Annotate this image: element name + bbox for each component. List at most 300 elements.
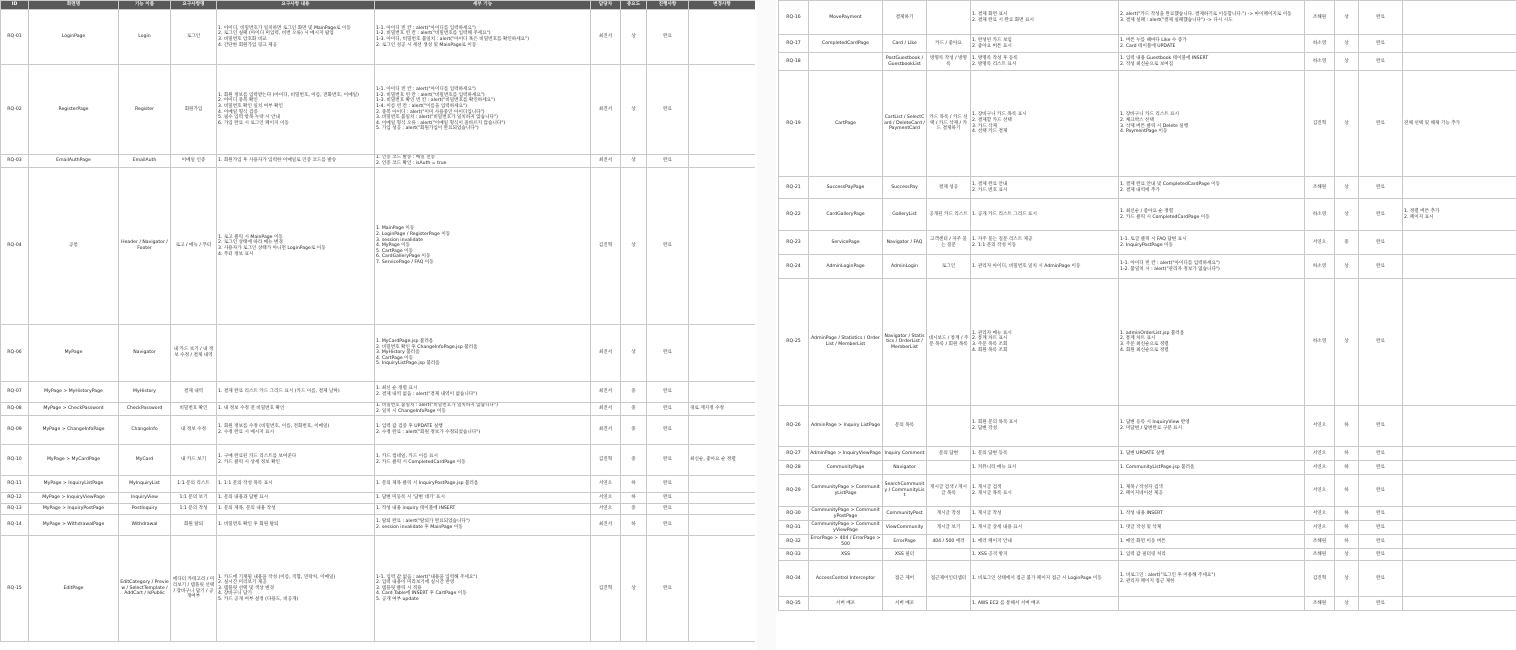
cell-change[interactable]: [689, 515, 756, 536]
cell-owner[interactable]: 조해원: [1305, 177, 1335, 199]
cell-screen[interactable]: CommunityPage: [809, 461, 883, 475]
cell-req-name[interactable]: 회원 탈퇴: [171, 515, 217, 536]
cell-priority[interactable]: 상: [1335, 561, 1359, 597]
cell-status[interactable]: 완료: [647, 325, 689, 382]
cell-status[interactable]: 완료: [1359, 1, 1403, 35]
cell-req-content[interactable]: 1. 문의 제목, 문의 내용 작성: [217, 504, 375, 515]
cell-screen[interactable]: MyPage > ChangeInfoPage: [29, 416, 119, 445]
cell-change[interactable]: [1403, 53, 1516, 71]
cell-req-name[interactable]: 이메일 인증: [171, 155, 217, 168]
cell-detail[interactable]: 1. 카드 썸네일, 카드 이름 표시 2. 카드 클릭 시 CompletedCardPage 이동: [375, 445, 591, 476]
cell-screen[interactable]: ErrorPage > 404 / ErrorPage > 500: [809, 535, 883, 549]
cell-function[interactable]: 결제하기: [883, 1, 927, 35]
cell-screen[interactable]: MyPage > WithdrawalPage: [29, 515, 119, 536]
cell-change[interactable]: [689, 416, 756, 445]
cell-screen[interactable]: [809, 53, 883, 71]
cell-owner[interactable]: 조해원: [1305, 1, 1335, 35]
cell-req-content[interactable]: 1. XSS 공격 방지: [971, 549, 1119, 561]
cell-priority[interactable]: 중: [1335, 231, 1359, 255]
cell-screen[interactable]: CartPage: [809, 71, 883, 177]
cell-req-name[interactable]: 404 / 500 에러: [927, 535, 971, 549]
cell-priority[interactable]: 하: [1335, 507, 1359, 521]
cell-owner[interactable]: 최진서: [591, 416, 621, 445]
cell-owner[interactable]: 조해원: [1305, 535, 1335, 549]
cell-screen[interactable]: CommunityPage > CommunityPostPage: [809, 507, 883, 521]
cell-change[interactable]: 전체 선택 및 해제 기능 추가: [1403, 71, 1516, 177]
cell-req-name[interactable]: 로그인: [927, 255, 971, 279]
cell-detail[interactable]: 1-1. 입력 값 없음 : alert("내용을 입력해 주세요") 2. 입력 내용이 미리보기에 실시간 반영 3. 템플릿 클릭 시 적용 4. Card Table에 INSERT 후 CartPage 이동 5. 공개 여부 update: [375, 536, 591, 642]
cell-change[interactable]: [689, 10, 756, 65]
cell-status[interactable]: 완료: [647, 504, 689, 515]
cell-change[interactable]: [1403, 521, 1516, 535]
cell-priority[interactable]: 상: [1335, 35, 1359, 53]
cell-detail[interactable]: 1. 결제 완료 안내 및 CompletedCardPage 이동 2. 결제 내역에 추가: [1119, 177, 1305, 199]
cell-function[interactable]: Card / Like: [883, 35, 927, 53]
cell-screen[interactable]: MyPage > MyCardPage: [29, 445, 119, 476]
cell-id[interactable]: RQ-06: [1, 325, 29, 382]
cell-function[interactable]: InquiryView: [119, 493, 171, 504]
cell-change[interactable]: [1403, 475, 1516, 507]
cell-id[interactable]: RQ-34: [779, 561, 809, 597]
cell-priority[interactable]: 중: [621, 504, 647, 515]
cell-req-name[interactable]: 고객센터 / 자주 묻는 질문: [927, 231, 971, 255]
cell-req-name[interactable]: 에디터 카테고리 / 미리보기 / 템플릿 선택 / 장바구니 담기 / 공개여부: [171, 536, 217, 642]
cell-priority[interactable]: 상: [621, 155, 647, 168]
cell-function[interactable]: Navigator / Statistics / OrderList / MemberList: [883, 279, 927, 406]
cell-detail[interactable]: 1. 문의 제목 클릭 시 InquiryPostPage.jsp 불러옴: [375, 476, 591, 493]
cell-owner[interactable]: 서연오: [591, 476, 621, 493]
cell-function[interactable]: ChangeInfo: [119, 416, 171, 445]
cell-priority[interactable]: 하: [621, 493, 647, 504]
cell-req-name[interactable]: [927, 406, 971, 447]
cell-status[interactable]: 완료: [1359, 406, 1403, 447]
cell-detail[interactable]: 1-1. 아이디 빈 칸 : alert("아이디를 입력하세요") 1-2. 불일치 시 : alert("관리자 정보가 없습니다"): [1119, 255, 1305, 279]
cell-req-name[interactable]: 회원가입: [171, 65, 217, 155]
cell-change[interactable]: [1403, 535, 1516, 549]
cell-id[interactable]: RQ-33: [779, 549, 809, 561]
col-header-req-content[interactable]: 요구사항 내용: [217, 1, 375, 10]
cell-priority[interactable]: 하: [1335, 447, 1359, 461]
cell-function[interactable]: MyCard: [119, 445, 171, 476]
cell-detail[interactable]: 1. 답변 UPDATE 실행: [1119, 447, 1305, 461]
cell-priority[interactable]: 상: [1335, 255, 1359, 279]
cell-priority[interactable]: 상: [621, 325, 647, 382]
cell-priority[interactable]: 중: [621, 403, 647, 416]
cell-status[interactable]: 완료: [1359, 507, 1403, 521]
cell-screen[interactable]: MyPage > CheckPassword: [29, 403, 119, 416]
cell-status[interactable]: 완료: [1359, 231, 1403, 255]
cell-priority[interactable]: 중: [621, 445, 647, 476]
cell-function[interactable]: 문의 목록: [883, 406, 927, 447]
cell-function[interactable]: Navigator: [119, 325, 171, 382]
cell-req-name[interactable]: 로그인: [171, 10, 217, 65]
cell-change[interactable]: [689, 536, 756, 642]
cell-priority[interactable]: 상: [1335, 597, 1359, 611]
cell-owner[interactable]: 서연오: [1305, 475, 1335, 507]
cell-function[interactable]: 접근 제어: [883, 561, 927, 597]
cell-detail[interactable]: [1119, 597, 1305, 611]
cell-req-content[interactable]: 1. 완성된 카드 보임 2. 좋아요 버튼 표시: [971, 35, 1119, 53]
cell-id[interactable]: RQ-12: [1, 493, 29, 504]
cell-change[interactable]: [1403, 279, 1516, 406]
cell-id[interactable]: RQ-01: [1, 10, 29, 65]
cell-req-content[interactable]: 1. 결제 완료 안내 2. 카드 번호 표시: [971, 177, 1119, 199]
cell-change[interactable]: [1403, 406, 1516, 447]
cell-req-content[interactable]: 1. 구매 완료된 카드 리스트를 보여준다 2. 카드 클릭 시 상세 정보 확인: [217, 445, 375, 476]
cell-screen[interactable]: 공통: [29, 168, 119, 325]
cell-id[interactable]: RQ-02: [1, 65, 29, 155]
cell-screen[interactable]: 서버 배포: [809, 597, 883, 611]
cell-priority[interactable]: 하: [1335, 475, 1359, 507]
cell-detail[interactable]: 1. 답변 등록 시 InquiryView 반영 2. 미답변 / 답변완료 구분 표시: [1119, 406, 1305, 447]
cell-change[interactable]: 최신순, 좋아요 순 정렬: [689, 445, 756, 476]
cell-screen[interactable]: XSS: [809, 549, 883, 561]
cell-detail[interactable]: 1. 비로그인 : alert("로그인 후 이용해 주세요") 2. 관리자 페이지 접근 제한: [1119, 561, 1305, 597]
cell-req-content[interactable]: 1. 방명록 작성 후 등록 2. 방명록 리스트 표시: [971, 53, 1119, 71]
cell-status[interactable]: 완료: [1359, 279, 1403, 406]
cell-req-content[interactable]: 1. 아이디, 비밀번호가 일치하면 로그인 화면 및 MainPage로 이동 2. 로그인 실패 (아이디 미입력, 비번 오류) 시 메시지 팝업 3. 비밀번호 암호화 비교 4. 간단한 회원가입 링크 제공: [217, 10, 375, 65]
cell-id[interactable]: RQ-27: [779, 447, 809, 461]
cell-function[interactable]: Inquiry Comment: [883, 447, 927, 461]
cell-function[interactable]: MyInquiryList: [119, 476, 171, 493]
cell-status[interactable]: 완료: [647, 493, 689, 504]
cell-screen[interactable]: MyPage > MyHistoryPage: [29, 382, 119, 403]
cell-id[interactable]: RQ-26: [779, 406, 809, 447]
cell-detail[interactable]: 1. 댓글 작성 및 삭제: [1119, 521, 1305, 535]
cell-detail[interactable]: 1. 장바구니 카드 리스트 표시 2. 체크박스 선택 3. 삭제 버튼 클릭 시 Delete 실행 4. PaymentPage 이동: [1119, 71, 1305, 177]
cell-req-content[interactable]: 1. 관리자 아이디, 비밀번호 일치 시 AdminPage 이동: [971, 255, 1119, 279]
cell-priority[interactable]: 상: [621, 10, 647, 65]
cell-req-content[interactable]: 1. 카드에 기재될 내용을 작성 (이름, 직함, 연락처, 이메일) 2. 실시간 미리보기 제공 3. 템플릿 선택 및 색상 변경 4. 장바구니 담기 5. 카드 공개 여부 설정 (다용도, 비공개): [217, 536, 375, 642]
cell-screen[interactable]: CommunityPage > CommunityListPage: [809, 475, 883, 507]
cell-req-content[interactable]: 1. 에러 페이지 안내: [971, 535, 1119, 549]
cell-owner[interactable]: 조해원: [1305, 597, 1335, 611]
col-header-priority[interactable]: 중요도: [621, 1, 647, 10]
cell-req-content[interactable]: 1. 비밀번호 확인 후 회원 탈퇴: [217, 515, 375, 536]
cell-id[interactable]: RQ-19: [779, 71, 809, 177]
cell-change[interactable]: [1403, 561, 1516, 597]
cell-req-content[interactable]: 1. 공개 카드 리스트 그리드 표시: [971, 199, 1119, 231]
cell-detail[interactable]: 1. 작성 내용 INSERT: [1119, 507, 1305, 521]
cell-priority[interactable]: 하: [621, 476, 647, 493]
cell-change[interactable]: [1403, 255, 1516, 279]
cell-req-content[interactable]: 1. 회원 정보를 입력받는다 (아이디, 비밀번호, 이름, 전화번호, 이메일) 2. 아이디 중복 확인 3. 비밀번호 확인 일치 여부 확인 4. 이메일 형식 검증 5. 필수 입력 항목 누락 시 안내 6. 가입 완료 시 로그인 페이지 이동: [217, 65, 375, 155]
cell-owner[interactable]: 서연오: [1305, 507, 1335, 521]
cell-change[interactable]: [1403, 549, 1516, 561]
cell-screen[interactable]: AdminPage / Statistics / OrderList / MemberList: [809, 279, 883, 406]
cell-req-name[interactable]: 게시글 검색 / 게시글 목록: [927, 475, 971, 507]
cell-change[interactable]: [1403, 1, 1516, 35]
cell-screen[interactable]: ServicePage: [809, 231, 883, 255]
cell-req-name[interactable]: 로고 / 메뉴 / 푸터: [171, 168, 217, 325]
cell-req-content[interactable]: 1. 비로그인 상태에서 접근 불가 페이지 접근 시 LoginPage 이동: [971, 561, 1119, 597]
cell-owner[interactable]: 서연오: [1305, 406, 1335, 447]
cell-priority[interactable]: 상: [621, 65, 647, 155]
cell-req-content[interactable]: 1. 문의 답변 등록: [971, 447, 1119, 461]
cell-req-content[interactable]: 1. 관리자 메뉴 표시 2. 통계 차트 표시 3. 주문 목록 조회 4. 회원 목록 조회: [971, 279, 1119, 406]
cell-screen[interactable]: MyPage > InquiryListPage: [29, 476, 119, 493]
cell-function[interactable]: PostGuestbook / GuestbookList: [883, 53, 927, 71]
cell-detail[interactable]: 1. MyCardPage.jsp 불러옴 2. 비밀번호 확인 후 ChangeInfoPage.jsp 불러옴 3. MyHistory 불러옴 4. CartPage 이동 5. InquiryListPage.jsp 불러옴: [375, 325, 591, 382]
cell-detail[interactable]: 1. 작성 내용 inquiry 테이블에 INSERT: [375, 504, 591, 515]
cell-req-content[interactable]: 1. 1:1 문의 작성 목록 표시: [217, 476, 375, 493]
cell-priority[interactable]: 상: [1335, 177, 1359, 199]
cell-req-content[interactable]: 1. 회원가입 후 사용자가 입력한 이메일로 인증 코드를 발송: [217, 155, 375, 168]
cell-status[interactable]: 완료: [1359, 549, 1403, 561]
cell-change[interactable]: [1403, 177, 1516, 199]
cell-id[interactable]: RQ-07: [1, 382, 29, 403]
cell-id[interactable]: RQ-09: [1, 416, 29, 445]
cell-req-content[interactable]: 1. 게시글 검색 2. 게시글 목록 표시: [971, 475, 1119, 507]
cell-priority[interactable]: 상: [1335, 1, 1359, 35]
cell-detail[interactable]: 1. 최신순 / 좋아요 순 정렬 2. 카드 클릭 시 CompletedCardPage 이동: [1119, 199, 1305, 231]
cell-status[interactable]: 완료: [1359, 71, 1403, 177]
cell-owner[interactable]: 김진혁: [1305, 71, 1335, 177]
cell-status[interactable]: 완료: [1359, 535, 1403, 549]
cell-status[interactable]: 완료: [1359, 35, 1403, 53]
cell-owner[interactable]: 하소영: [1305, 53, 1335, 71]
cell-id[interactable]: RQ-29: [779, 475, 809, 507]
cell-req-name[interactable]: 게시글 보기: [927, 521, 971, 535]
cell-detail[interactable]: 1. 제목 / 작성자 검색 2. 페이지네이션 제공: [1119, 475, 1305, 507]
cell-detail[interactable]: 1. MainPage 이동 2. LoginPage / RegisterPage 이동 3. session invalidate 4. MyPage 이동 5. CartPage 이동 6. CardGalleryPage 이동 7. ServicePage / FAQ 이동: [375, 168, 591, 325]
cell-function[interactable]: ErrorPage: [883, 535, 927, 549]
cell-owner[interactable]: 서연오: [1305, 461, 1335, 475]
col-header-change[interactable]: 변경사항: [689, 1, 756, 10]
cell-id[interactable]: RQ-18: [779, 53, 809, 71]
cell-priority[interactable]: 상: [1335, 279, 1359, 406]
cell-req-content[interactable]: 1. 회원 정보를 수정 (비밀번호, 이름, 전화번호, 이메일) 2. 수정 완료 시 메시지 표시: [217, 416, 375, 445]
cell-function[interactable]: PostInquiry: [119, 504, 171, 515]
cell-function[interactable]: ViewCommunity: [883, 521, 927, 535]
cell-function[interactable]: SearchCommunity / CommunityList: [883, 475, 927, 507]
cell-id[interactable]: RQ-10: [1, 445, 29, 476]
cell-priority[interactable]: 상: [621, 168, 647, 325]
cell-id[interactable]: RQ-04: [1, 168, 29, 325]
cell-status[interactable]: 완료: [1359, 53, 1403, 71]
cell-priority[interactable]: 상: [621, 536, 647, 642]
col-header-screen[interactable]: 화면명: [29, 1, 119, 10]
cell-status[interactable]: 완료: [1359, 475, 1403, 507]
cell-req-content[interactable]: 1. 결제 화면 표시 2. 결제 완료 시 완료 화면 표시: [971, 1, 1119, 35]
cell-function[interactable]: CommunityPost: [883, 507, 927, 521]
cell-status[interactable]: 완료: [647, 416, 689, 445]
cell-priority[interactable]: 상: [1335, 71, 1359, 177]
cell-change[interactable]: [1403, 507, 1516, 521]
cell-id[interactable]: RQ-13: [1, 504, 29, 515]
cell-function[interactable]: MyHistory: [119, 382, 171, 403]
cell-req-content[interactable]: [217, 325, 375, 382]
cell-req-name[interactable]: 카드 목록 / 카드 선택 / 카드 삭제 / 카드 결제하기: [927, 71, 971, 177]
cell-change[interactable]: [1403, 461, 1516, 475]
cell-req-content[interactable]: 1. 내 정보 수정 전 비밀번호 확인: [217, 403, 375, 416]
cell-detail[interactable]: 1. 버튼 누를 때마다 Like 수 증가 2. Card 테이블에 UPDATE: [1119, 35, 1305, 53]
cell-req-name[interactable]: 대시보드 / 통계 / 주문 목록 / 회원 목록: [927, 279, 971, 406]
cell-req-name[interactable]: 결제 성공: [927, 177, 971, 199]
cell-owner[interactable]: 김진혁: [591, 536, 621, 642]
cell-detail[interactable]: 1-1. 아이디 빈 칸 : alert("아이디를 입력하세요") 1-2. 비밀번호 빈 칸 : alert("비밀번호를 입력하세요") 1-3. 비밀번호 확인 빈 칸 : alert("비밀번호를 확인하세요") 1-4. 이름 빈 칸 : alert("이름을 입력하세요") 2. 중복 아이디 : alert("이미 사용중인 아이디입니다") 3. 비밀번호 불일치 : alert("비밀번호가 일치하지 않습니다") 4. 이메일 형식 오류 : alert("이메일 형식이 올바르지 않습니다") 5. 가입 성공 : alert("회원가입이 완료되었습니다"): [375, 65, 591, 155]
col-header-req-name[interactable]: 요구사항명: [171, 1, 217, 10]
cell-change[interactable]: [689, 476, 756, 493]
cell-req-name[interactable]: 공개된 카드 리스트: [927, 199, 971, 231]
cell-req-name[interactable]: 방명록 작성 / 방명록: [927, 53, 971, 71]
cell-id[interactable]: RQ-16: [779, 1, 809, 35]
cell-function[interactable]: 서버 배포: [883, 597, 927, 611]
cell-id[interactable]: RQ-28: [779, 461, 809, 475]
cell-change[interactable]: [689, 325, 756, 382]
cell-status[interactable]: 완료: [1359, 199, 1403, 231]
cell-screen[interactable]: EditPage: [29, 536, 119, 642]
col-header-id[interactable]: ID: [1, 1, 29, 10]
cell-detail[interactable]: 1-1. 아이디 빈 칸 : alert("아이디를 입력하세요") 1-2. 비밀번호 빈 칸 : alert("비밀번호를 입력해 주세요") 1-3. 아이디, 비밀번호 불일치 : alert("아이디 혹은 비밀번호를 확인하세요") 2. 로그인 성공 시 세션 생성 및 MainPage로 이동: [375, 10, 591, 65]
cell-req-name[interactable]: 1:1 문의 보기: [171, 493, 217, 504]
cell-screen[interactable]: AdminPage > InquiryViewPage: [809, 447, 883, 461]
cell-req-name[interactable]: 내 정보 수정: [171, 416, 217, 445]
cell-req-name[interactable]: 1:1 문의 리스트: [171, 476, 217, 493]
cell-req-content[interactable]: 1. 회원 문의 목록 표시 2. 답변 작성: [971, 406, 1119, 447]
cell-req-content[interactable]: 1. 장바구니 카드 목록 표시 2. 결제할 카드 선택 3. 카드 삭제 4. 선택 카드 결제: [971, 71, 1119, 177]
cell-status[interactable]: 완료: [1359, 447, 1403, 461]
cell-id[interactable]: RQ-30: [779, 507, 809, 521]
cell-detail[interactable]: 1. 입력 값 검증 후 UPDATE 실행 2. 수정 완료 : alert("회원 정보가 수정되었습니다"): [375, 416, 591, 445]
cell-req-name[interactable]: [927, 549, 971, 561]
cell-change[interactable]: 경로 재지정 수정: [689, 403, 756, 416]
cell-req-name[interactable]: 게시글 작성: [927, 507, 971, 521]
cell-function[interactable]: AdminLogin: [883, 255, 927, 279]
cell-owner[interactable]: 하소영: [1305, 199, 1335, 231]
cell-owner[interactable]: 최진서: [591, 155, 621, 168]
cell-status[interactable]: 완료: [647, 65, 689, 155]
cell-priority[interactable]: 중: [621, 416, 647, 445]
cell-screen[interactable]: MyPage > InquiryPostPage: [29, 504, 119, 515]
cell-id[interactable]: RQ-11: [1, 476, 29, 493]
cell-req-name[interactable]: 비밀번호 확인: [171, 403, 217, 416]
cell-function[interactable]: Login: [119, 10, 171, 65]
cell-change[interactable]: [689, 504, 756, 515]
cell-id[interactable]: RQ-35: [779, 597, 809, 611]
cell-status[interactable]: 완료: [647, 536, 689, 642]
cell-status[interactable]: 완료: [1359, 597, 1403, 611]
cell-req-name[interactable]: 1:1 문의 작성: [171, 504, 217, 515]
cell-screen[interactable]: AdminPage > Inquiry ListPage: [809, 406, 883, 447]
cell-id[interactable]: RQ-23: [779, 231, 809, 255]
cell-status[interactable]: 완료: [647, 445, 689, 476]
cell-change[interactable]: 1. 정렬 버튼 추가 2. 페이지 표시: [1403, 199, 1516, 231]
cell-priority[interactable]: 중: [621, 382, 647, 403]
cell-req-name[interactable]: 접근제어인터셉터: [927, 561, 971, 597]
cell-req-name[interactable]: [927, 597, 971, 611]
cell-owner[interactable]: 최진서: [591, 515, 621, 536]
cell-id[interactable]: RQ-15: [1, 536, 29, 642]
cell-detail[interactable]: 1. CommunityListPage.jsp 불러옴: [1119, 461, 1305, 475]
cell-status[interactable]: 완료: [1359, 177, 1403, 199]
cell-priority[interactable]: 하: [1335, 521, 1359, 535]
cell-owner[interactable]: 서연오: [591, 504, 621, 515]
cell-function[interactable]: Register: [119, 65, 171, 155]
cell-function[interactable]: CheckPassword: [119, 403, 171, 416]
col-header-status[interactable]: 진행사항: [647, 1, 689, 10]
cell-status[interactable]: 완료: [647, 10, 689, 65]
cell-detail[interactable]: 1. 답변 미등록 시 '답변 대기' 표시: [375, 493, 591, 504]
cell-id[interactable]: RQ-21: [779, 177, 809, 199]
cell-screen[interactable]: CardGalleryPage: [809, 199, 883, 231]
cell-change[interactable]: [689, 168, 756, 325]
cell-owner[interactable]: 최진서: [591, 325, 621, 382]
cell-change[interactable]: [689, 155, 756, 168]
cell-req-content[interactable]: 1. 게시글 상세 내용 표시: [971, 521, 1119, 535]
cell-function[interactable]: Header / Navigator / Footer: [119, 168, 171, 325]
cell-function[interactable]: Withdrawal: [119, 515, 171, 536]
cell-id[interactable]: RQ-17: [779, 35, 809, 53]
cell-function[interactable]: GalleryList: [883, 199, 927, 231]
cell-priority[interactable]: 하: [621, 515, 647, 536]
cell-function[interactable]: SuccessPay: [883, 177, 927, 199]
cell-req-name[interactable]: [927, 1, 971, 35]
cell-screen[interactable]: AccessControl Interceptor: [809, 561, 883, 597]
cell-priority[interactable]: 상: [1335, 549, 1359, 561]
cell-status[interactable]: 완료: [1359, 561, 1403, 597]
cell-function[interactable]: EditCategory / Preview / SelectTemplate / AddCart / IsPublic: [119, 536, 171, 642]
cell-id[interactable]: RQ-25: [779, 279, 809, 406]
cell-id[interactable]: RQ-14: [1, 515, 29, 536]
cell-change[interactable]: [1403, 35, 1516, 53]
cell-owner[interactable]: 김진혁: [1305, 561, 1335, 597]
cell-change[interactable]: [1403, 231, 1516, 255]
cell-status[interactable]: 완료: [647, 515, 689, 536]
cell-function[interactable]: EmailAuth: [119, 155, 171, 168]
cell-req-name[interactable]: 카드 / 좋아요: [927, 35, 971, 53]
cell-priority[interactable]: 상: [1335, 199, 1359, 231]
cell-id[interactable]: RQ-24: [779, 255, 809, 279]
cell-status[interactable]: 완료: [647, 382, 689, 403]
cell-change[interactable]: [689, 493, 756, 504]
cell-change[interactable]: [689, 65, 756, 155]
cell-detail[interactable]: 1. 탈퇴 완료 : alert("탈퇴가 완료되었습니다") 2. session invalidate 후 MainPage 이동: [375, 515, 591, 536]
cell-req-name[interactable]: 내 카드 보기 / 내 정보 수정 / 결제 내역: [171, 325, 217, 382]
cell-status[interactable]: 완료: [1359, 255, 1403, 279]
cell-owner[interactable]: 서연오: [1305, 447, 1335, 461]
cell-owner[interactable]: 서연오: [1305, 521, 1335, 535]
cell-screen[interactable]: MovePayment: [809, 1, 883, 35]
cell-id[interactable]: RQ-08: [1, 403, 29, 416]
cell-priority[interactable]: 하: [1335, 406, 1359, 447]
cell-screen[interactable]: MyPage > InquiryViewPage: [29, 493, 119, 504]
cell-req-content[interactable]: 1. 결제 완료 리스트 카드 그리드 표시 (카드 이름, 결제 날짜): [217, 382, 375, 403]
cell-detail[interactable]: 1-1. 토글 클릭 시 FAQ 답변 표시 2. InquiryPostPage 이동: [1119, 231, 1305, 255]
cell-screen[interactable]: EmailAuthPage: [29, 155, 119, 168]
cell-owner[interactable]: 최진서: [591, 10, 621, 65]
cell-id[interactable]: RQ-22: [779, 199, 809, 231]
col-header-detail[interactable]: 세부 기능: [375, 1, 591, 10]
cell-priority[interactable]: 상: [1335, 53, 1359, 71]
cell-detail[interactable]: 1. 입력 값 필터링 처리: [1119, 549, 1305, 561]
cell-req-name[interactable]: [927, 461, 971, 475]
cell-function[interactable]: Navigator / FAQ: [883, 231, 927, 255]
cell-owner[interactable]: 서연오: [1305, 231, 1335, 255]
cell-detail[interactable]: 1. 최신 순 정렬 표시 2. 결제 내역 없음 : alert("결제 내역이 없습니다"): [375, 382, 591, 403]
cell-owner[interactable]: 최진서: [591, 403, 621, 416]
cell-status[interactable]: 완료: [647, 155, 689, 168]
cell-status[interactable]: 완료: [647, 168, 689, 325]
cell-status[interactable]: 완료: [647, 476, 689, 493]
cell-req-name[interactable]: 결제 내역: [171, 382, 217, 403]
col-header-function[interactable]: 기능 이름: [119, 1, 171, 10]
cell-priority[interactable]: 하: [1335, 535, 1359, 549]
cell-status[interactable]: 완료: [1359, 461, 1403, 475]
cell-req-name[interactable]: 문의 답변: [927, 447, 971, 461]
cell-owner[interactable]: 하소영: [1305, 279, 1335, 406]
cell-req-content[interactable]: 1. 게시글 작성: [971, 507, 1119, 521]
